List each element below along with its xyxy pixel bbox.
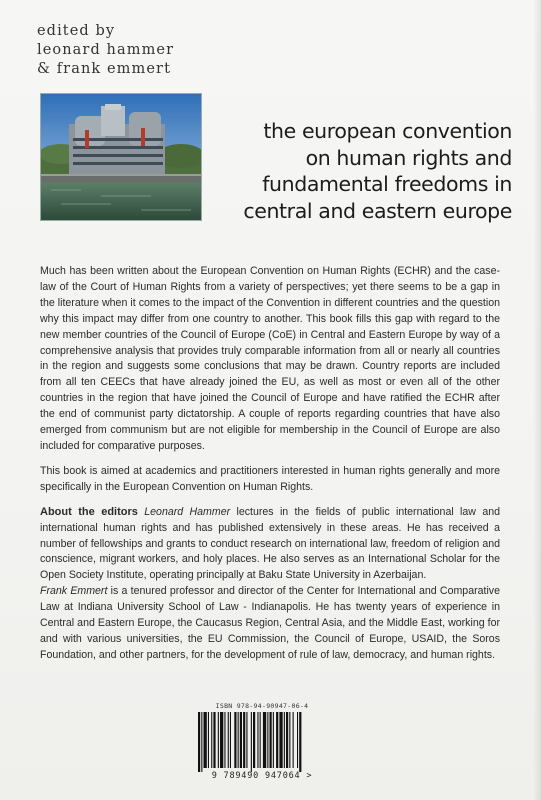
barcode-bar	[251, 712, 252, 772]
barcode-bar	[299, 712, 301, 772]
barcode-bar	[273, 712, 274, 768]
barcode-bar	[224, 712, 225, 768]
blurb-text	[40, 264, 500, 664]
barcode-bar	[234, 712, 236, 768]
barcode-bar	[238, 712, 239, 768]
blurb-paragraph-2: This book is aimed at academics and practitioners interested in human rights generally and more specifically in the European Convention on Human Rights.	[40, 464, 500, 493]
isbn-barcode	[192, 702, 332, 784]
barcode-bar	[211, 712, 212, 768]
court-building-photo	[40, 93, 202, 221]
blurb-paragraph-1: Much has been written about the European Convention on Human Rights (ECHR) and the case-law of the Court of Human Rights from a variety of perspectives; yet there seems to be a gap in the literature when it comes to the impact of the Convention in different countries and the question why this impact may differ from one country to another. This book fills this gap with regard to the new member countries of the Council of Europe (CoE) in Central and Eastern Europe by way of a comprehensive analysis that provides truly comparable information from all or nearly all countries in the region and suggests some conclusions that may be drawn. Country reports are included from all ten CEECs that have already joined the EU, as well as most or even all of the other countries in the region that have joined the Council of Europe and have ratified the ECHR after the end of communist party dictatorship. A couple of reports regarding countries that have also emerged from communism but are not eligible for membership in the Council of Europe are also included for comparative purposes.	[40, 265, 500, 452]
title-line-2: on human rights and	[305, 145, 512, 170]
hammer-bio: lectures in the fields of public international law and international human rights and has published extensively in these areas. He has received a number of fellowships and grants to conduct research on international law, freedom of religion and conscience, migrant workers, and holy places. He also serves as an International Scholar for the Open Society Institute, operating principally at Baku State University in Azerbaijan.	[40, 505, 500, 582]
barcode-bar	[284, 712, 285, 768]
barcode-bar	[279, 712, 282, 768]
editors-line-1: edited by	[37, 23, 116, 39]
title-line-3: fundamental freedoms in	[262, 172, 512, 196]
barcode-bar	[228, 712, 229, 768]
barcode-bar	[230, 712, 231, 768]
book-title	[212, 118, 512, 224]
emmert-name: Frank Emmert	[40, 585, 108, 598]
barcode-bar	[286, 712, 288, 768]
barcode-bar	[198, 712, 200, 772]
barcode-bar	[267, 712, 268, 768]
barcode-bar	[201, 712, 202, 772]
barcode-bar	[204, 712, 207, 768]
title-line-1: the european convention	[263, 119, 512, 143]
hammer-name: Leonard Hammer	[144, 505, 231, 518]
title-line-4: central and eastern europe	[243, 198, 512, 223]
emmert-bio: is a tenured professor and director of the Center for International and Comparative Law at Indiana University School of Law - Indianapolis. He has twenty years of experience in Central and Eastern Europe, the Caucasus Region, Central Asia, and the Middle East, working for and with various universities, the EU Commission, the Council of Europe, USAID, the Soros Foundation, and other partners, for the development of rule of law, democracy, and human rights.	[40, 585, 500, 661]
cover-edge-shadow	[533, 0, 541, 800]
barcode-bar	[289, 712, 290, 768]
barcode-bar	[297, 712, 298, 768]
barcode-bar	[260, 712, 261, 768]
isbn-label: ISBN 978-94-90947-06-4	[215, 702, 309, 710]
about-editors-hammer	[40, 505, 500, 585]
barcode-bar	[240, 712, 242, 768]
barcode-bar	[218, 712, 219, 768]
editors-line-3: & frank emmert	[37, 61, 172, 77]
editors-line-2: leonard hammer	[37, 42, 175, 58]
barcode-bars	[198, 712, 326, 772]
barcode-digits: 9 789490 947064 >	[211, 771, 313, 781]
editors-block	[37, 22, 257, 79]
photo-illustration	[41, 94, 201, 220]
about-editors-heading: About the editors	[40, 505, 138, 518]
barcode-bar	[246, 712, 247, 768]
barcode-bar	[220, 712, 223, 768]
barcode-bar	[276, 712, 278, 768]
about-editors-emmert	[40, 584, 500, 664]
barcode-bar	[270, 712, 272, 768]
barcode-bar	[263, 712, 266, 768]
barcode-bar	[213, 712, 215, 768]
barcode-bar	[257, 712, 258, 768]
barcode-bar	[208, 712, 209, 768]
barcode-bar	[243, 712, 245, 768]
barcode-bar	[293, 712, 294, 768]
barcode-bar	[253, 712, 255, 768]
